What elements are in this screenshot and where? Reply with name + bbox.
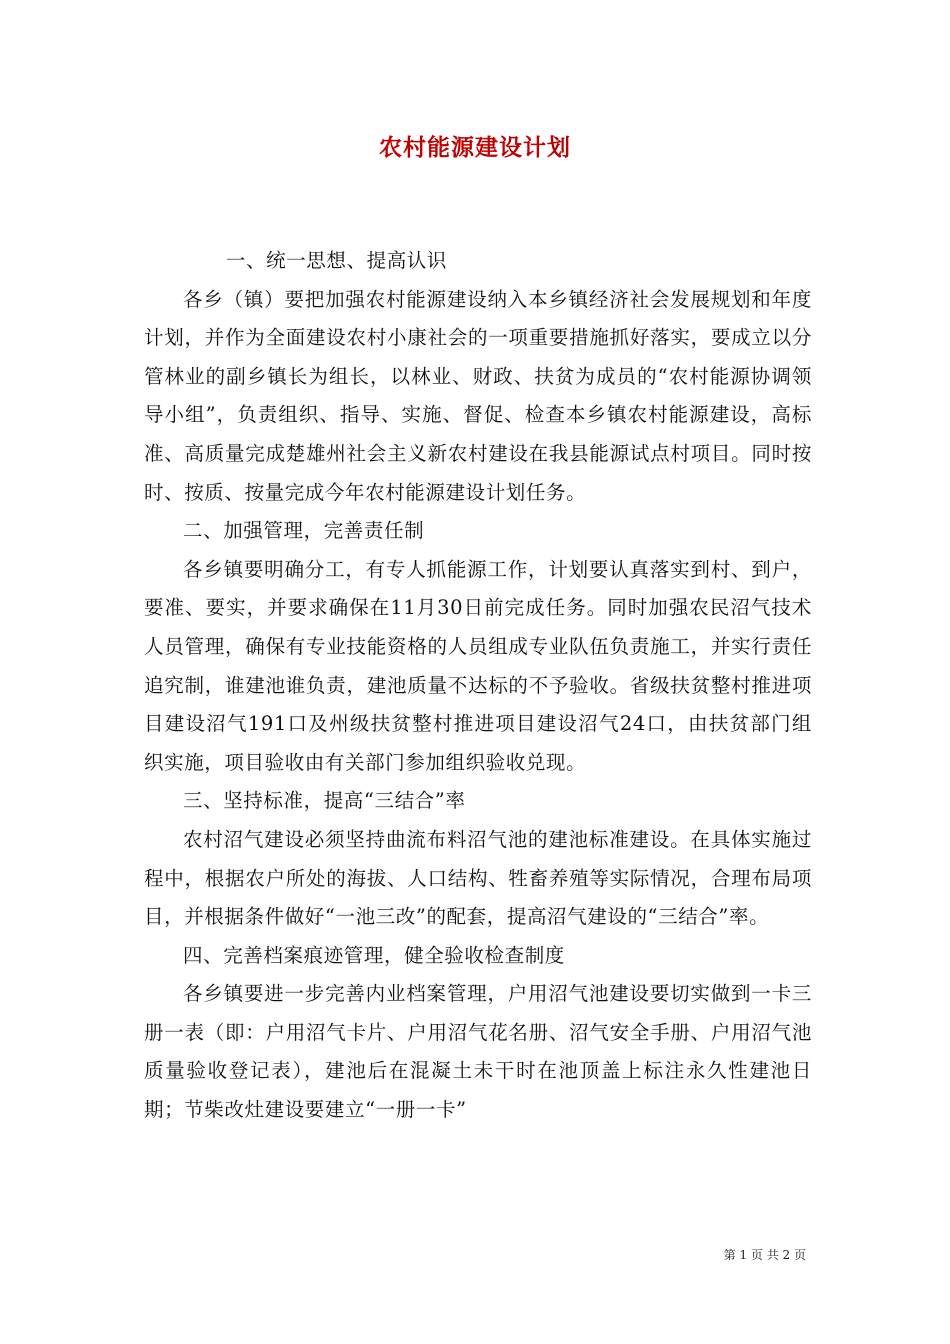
document-body xyxy=(144,242,812,1130)
section-1-body: 各乡（镇）要把加强农村能源建设纳入本乡镇经济社会发展规划和年度计划，并作为全面建设农村小康社会的一项重要措施抓好落实，要成立以分管林业的副乡镇长为组长，以林业、财政、扶贫为成员的“农村能源协调领导小组”，负责组织、指导、实施、督促、检查本乡镇农村能源建设，高标准、高质量完成楚雄州社会主义新农村建设在我县能源试点村项目。同时按时、按质、按量完成今年农村能源建设计划任务。 xyxy=(144,287,812,504)
section-2-body: 各乡镇要明确分工，有专人抓能源工作，计划要认真落实到村、到户，要准、要实，并要求确保在11月30日前完成任务。同时加强农民沼气技术人员管理，确保有专业技能资格的人员组成专业队伍负责施工，并实行责任追究制，谁建池谁负责，建池质量不达标的不予验收。省级扶贫整村推进项目建设沼气191口及州级扶贫整村推进项目建设沼气24口，由扶贫部门组织实施，项目验收由有关部门参加组织验收兑现。 xyxy=(144,557,812,774)
document-title: 农村能源建设计划 xyxy=(379,134,571,161)
section-3-body: 农村沼气建设必须坚持曲流布料沼气池的建池标准建设。在具体实施过程中，根据农户所处的海拔、人口结构、牲畜养殖等实际情况，合理布局项目，并根据条件做好“一池三改”的配套，提高沼气建设的“三结合”率。 xyxy=(144,827,812,929)
section-3-heading: 三、坚持标准，提高“三结合”率 xyxy=(183,789,466,813)
section-4-heading: 四、完善档案痕迹管理，健全验收检查制度 xyxy=(183,943,565,967)
section-4-body: 各乡镇要进一步完善内业档案管理，户用沼气池建设要切实做到一卡三册一表（即：户用沼气卡片、户用沼气花名册、沼气安全手册、户用沼气池质量验收登记表），建池后在混凝土未干时在池顶盖上标注永久性建池日期；节柴改灶建设要建立“一册一卡” xyxy=(144,982,812,1122)
section-1-heading: 一、统一思想、提高认识 xyxy=(225,249,447,272)
page-number-footer: 第 1 页 共 2 页 xyxy=(723,1248,806,1262)
section-2-heading: 二、加强管理，完善责任制 xyxy=(183,519,425,543)
